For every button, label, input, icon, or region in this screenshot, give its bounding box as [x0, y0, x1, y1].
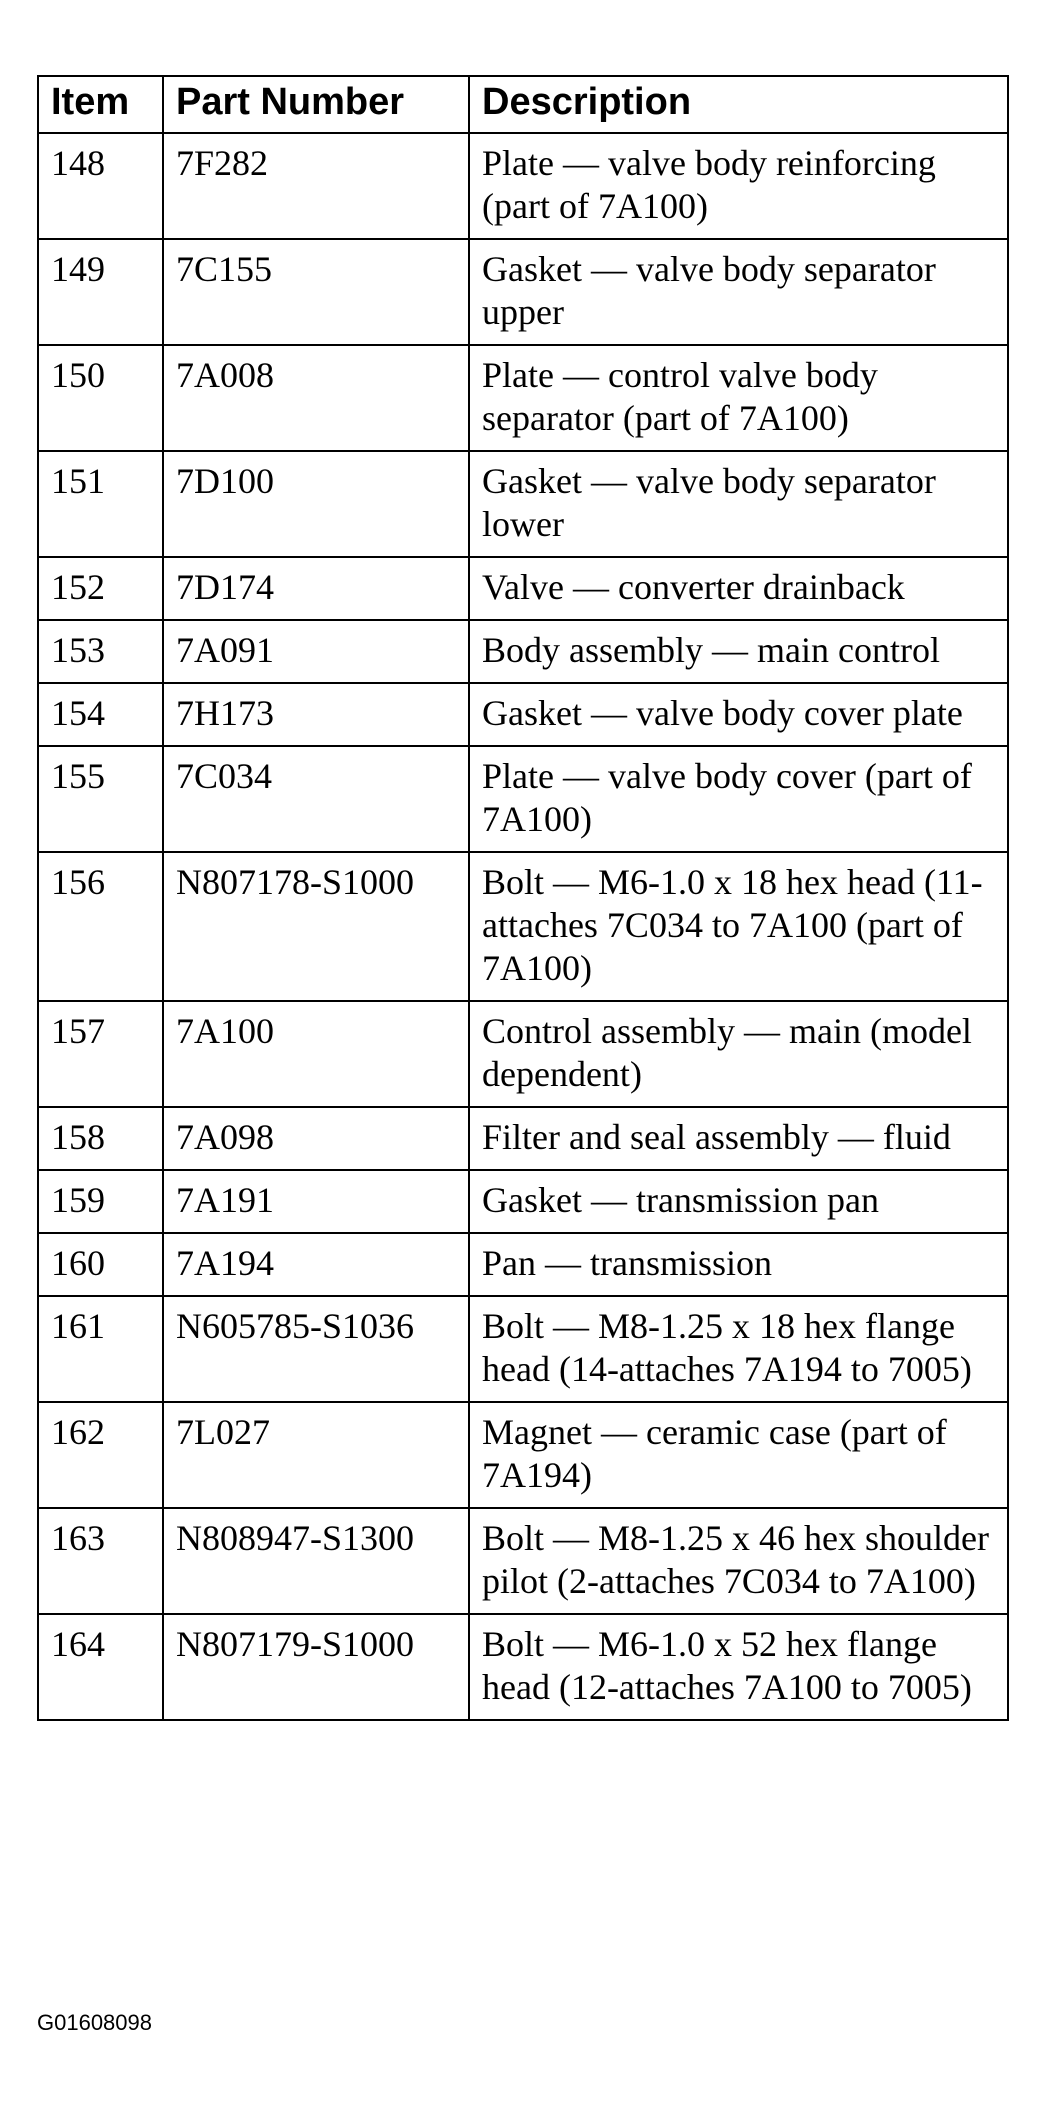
table-body: [38, 133, 1008, 1720]
table-row: [38, 1233, 1008, 1296]
table-row: [38, 239, 1008, 345]
description-cell: Bolt — M8-1.25 x 46 hex shoulder pilot (2-attaches 7C034 to 7A100): [469, 1508, 1008, 1614]
table-row: [38, 1614, 1008, 1720]
part-number-cell: 7H173: [163, 683, 469, 746]
description-cell: Bolt — M6-1.0 x 18 hex head (11-attaches 7C034 to 7A100 (part of 7A100): [469, 852, 1008, 1001]
header-row: [38, 76, 1008, 133]
item-cell: 162: [38, 1402, 163, 1508]
description-cell: Pan — transmission: [469, 1233, 1008, 1296]
description-cell: Plate — control valve body separator (part of 7A100): [469, 345, 1008, 451]
figure-id: G01608098: [37, 2010, 152, 2035]
table-row: [38, 1001, 1008, 1107]
part-number-cell: 7A091: [163, 620, 469, 683]
table-row: [38, 620, 1008, 683]
description-cell: Magnet — ceramic case (part of 7A194): [469, 1402, 1008, 1508]
item-cell: 152: [38, 557, 163, 620]
table-header: [38, 76, 1008, 133]
item-cell: 161: [38, 1296, 163, 1402]
item-cell: 156: [38, 852, 163, 1001]
part-number-cell: 7C034: [163, 746, 469, 852]
item-cell: 151: [38, 451, 163, 557]
table-row: [38, 557, 1008, 620]
item-cell: 149: [38, 239, 163, 345]
part-number-cell: N807178-S1000: [163, 852, 469, 1001]
table-row: [38, 746, 1008, 852]
description-cell: Bolt — M8-1.25 x 18 hex flange head (14-attaches 7A194 to 7005): [469, 1296, 1008, 1402]
description-cell: Valve — converter drainback: [469, 557, 1008, 620]
description-cell: Filter and seal assembly — fluid: [469, 1107, 1008, 1170]
description-cell: Plate — valve body reinforcing (part of 7A100): [469, 133, 1008, 239]
part-number-cell: 7A098: [163, 1107, 469, 1170]
part-number-cell: N605785-S1036: [163, 1296, 469, 1402]
part-number-cell: N808947-S1300: [163, 1508, 469, 1614]
table-row: [38, 1402, 1008, 1508]
table-row: [38, 1508, 1008, 1614]
table-row: [38, 852, 1008, 1001]
header-item: Item: [38, 76, 163, 133]
part-number-cell: 7A008: [163, 345, 469, 451]
item-cell: 155: [38, 746, 163, 852]
item-cell: 150: [38, 345, 163, 451]
description-cell: Control assembly — main (model dependent): [469, 1001, 1008, 1107]
table-row: [38, 451, 1008, 557]
table-row: [38, 1170, 1008, 1233]
part-number-cell: 7D100: [163, 451, 469, 557]
item-cell: 154: [38, 683, 163, 746]
part-number-cell: 7F282: [163, 133, 469, 239]
header-part-number: Part Number: [163, 76, 469, 133]
item-cell: 163: [38, 1508, 163, 1614]
description-cell: Gasket — transmission pan: [469, 1170, 1008, 1233]
description-cell: Bolt — M6-1.0 x 52 hex flange head (12-attaches 7A100 to 7005): [469, 1614, 1008, 1720]
item-cell: 164: [38, 1614, 163, 1720]
table-row: [38, 1296, 1008, 1402]
description-cell: Gasket — valve body cover plate: [469, 683, 1008, 746]
description-cell: Gasket — valve body separator lower: [469, 451, 1008, 557]
description-cell: Plate — valve body cover (part of 7A100): [469, 746, 1008, 852]
item-cell: 153: [38, 620, 163, 683]
item-cell: 160: [38, 1233, 163, 1296]
table-row: [38, 345, 1008, 451]
item-cell: 159: [38, 1170, 163, 1233]
description-cell: Body assembly — main control: [469, 620, 1008, 683]
item-cell: 157: [38, 1001, 163, 1107]
parts-table: [37, 75, 1009, 1721]
item-cell: 148: [38, 133, 163, 239]
part-number-cell: 7D174: [163, 557, 469, 620]
part-number-cell: N807179-S1000: [163, 1614, 469, 1720]
description-cell: Gasket — valve body separator upper: [469, 239, 1008, 345]
table-row: [38, 133, 1008, 239]
part-number-cell: 7L027: [163, 1402, 469, 1508]
part-number-cell: 7A100: [163, 1001, 469, 1107]
header-description: Description: [469, 76, 1008, 133]
part-number-cell: 7C155: [163, 239, 469, 345]
part-number-cell: 7A191: [163, 1170, 469, 1233]
part-number-cell: 7A194: [163, 1233, 469, 1296]
table-row: [38, 1107, 1008, 1170]
item-cell: 158: [38, 1107, 163, 1170]
table-row: [38, 683, 1008, 746]
